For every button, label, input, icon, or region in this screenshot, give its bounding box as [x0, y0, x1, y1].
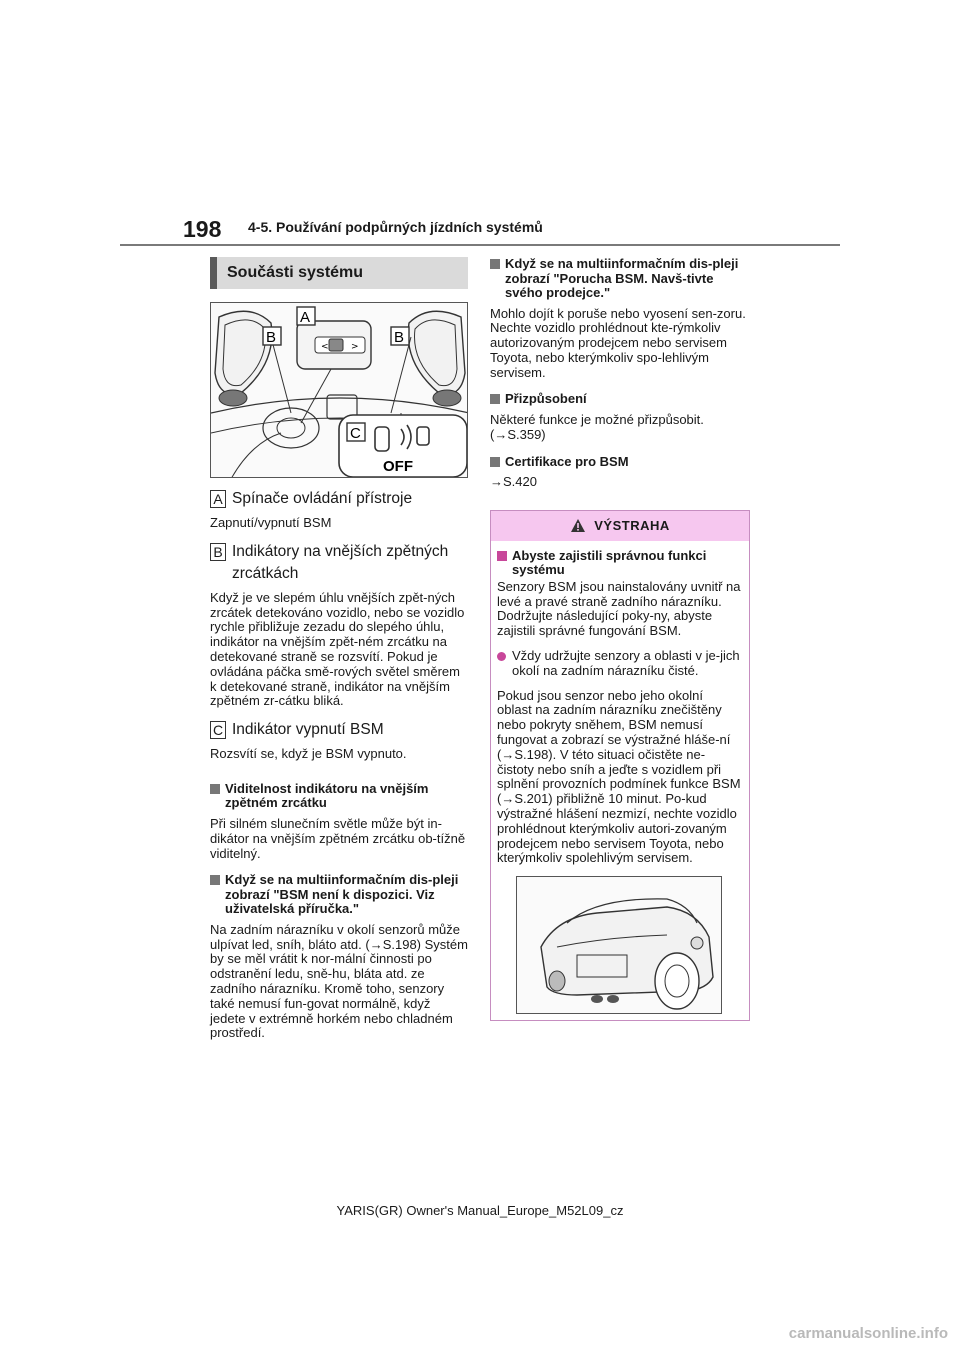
square-bullet-icon — [490, 394, 500, 404]
warning-body — [491, 541, 749, 1020]
square-bullet-icon — [497, 551, 507, 561]
customization-text: Některé funkce je možné přizpůsobit. (→S.359) — [490, 411, 704, 442]
bsm-components-diagram — [210, 302, 468, 478]
footer-manual-id: YARIS(GR) Owner's Manual_Europe_M52L09_cz — [336, 1203, 624, 1218]
callout-a-letter: A — [210, 490, 226, 508]
warning-text-1: Senzory BSM jsou nainstalovány uvnitř na levé a pravé straně zadního nárazníku. Dodržujte následující poky-ny, abyste zajistili správné fungování BSM. — [497, 578, 741, 639]
svg-text:>: > — [351, 342, 359, 352]
certification-heading-text: Certifikace pro BSM — [505, 453, 629, 469]
callout-b-title-line1: Indikátory na vnějších zpětných — [232, 542, 449, 560]
header-rule — [120, 244, 840, 246]
callout-a-title: Spínače ovládání přístroje — [232, 490, 413, 507]
rear-bumper-illustration — [516, 876, 722, 1014]
right-column — [490, 257, 750, 1021]
not-available-heading-text: Když se na multiinformačním dis-pleji zobrazí "BSM není k dispozici. Viz uživatelská příručka." — [225, 872, 459, 917]
dot-bullet-icon — [497, 652, 506, 661]
square-bullet-icon — [490, 457, 500, 467]
certification-heading — [490, 455, 750, 470]
warning-heading — [497, 549, 741, 578]
dashboard-illustration — [211, 303, 468, 478]
warning-bullet — [497, 649, 741, 679]
left-column — [210, 257, 468, 1041]
certification-text: →S.420 — [490, 474, 537, 490]
page-number: 198 — [183, 216, 222, 242]
warning-header — [491, 511, 749, 541]
square-bullet-icon — [210, 875, 220, 885]
diagram-off-label: OFF — [383, 458, 413, 475]
callout-a-text: Zapnutí/vypnutí BSM — [210, 515, 332, 530]
diagram-label-b-right: B — [394, 329, 405, 346]
callout-c-text: Rozsvítí se, když je BSM vypnuto. — [210, 746, 407, 762]
callout-c-title: Indikátor vypnutí BSM — [232, 721, 384, 739]
malfunction-heading-text: Když se na multiinformačním dis-pleji zobrazí "Porucha BSM. Navš-tivte svého prodejce." — [505, 256, 739, 300]
customization-heading-text: Přizpůsobení — [505, 391, 587, 407]
section-title: 4-5. Používání podpůrných jízdních systémů — [248, 219, 543, 235]
system-components-heading: Součásti systému — [210, 257, 468, 289]
warning-text-2: Pokud jsou senzor nebo jeho okolní oblast na zadním nárazníku znečištěny nebo pokryty sněhem, BSM nemusí fungovat a zobrazí se výstražné hláše-ní (→S.198). V této situaci očistěte ne-čistoty nebo sníh a jeďte s vozidlem při splnění provozních podmínek funkce BSM (→S.201) přibližně 10 minut. Po-kud výstražné hlášení nezmizí, nechte vozidlo prohlédnout kterýmkoliv autori-zovaným prodejcem nebo servisem Toyota, nebo kterýmkoliv spolehlivým servisem. — [497, 687, 741, 866]
callout-c-letter: C — [210, 721, 226, 739]
customization-heading — [490, 392, 750, 407]
malfunction-text: Mohlo dojít k poruše nebo vyosení sen-zoru. Nechte vozidlo prohlédnout kte-rýmkoliv autorizovaným prodejcem nebo servisem Toyota, nebo kterýmkoliv spo-lehlivým servisem. — [490, 305, 746, 380]
not-available-text: Na zadním nárazníku v okolí senzorů může ulpívat led, sníh, bláto atd. (→S.198) Systém by se měl vrátit k nor-mální činnosti po odstranění ledu, sně-hu, bláta atd. ze zadního nárazníku. Kromě toho, senzory také nemusí fun-govat normálně, když jedete v extrémně horkém nebo chladném prostředí. — [210, 921, 468, 1041]
warning-heading-text: Abyste zajistili správnou funkci systému — [512, 547, 707, 578]
svg-text:<: < — [321, 342, 329, 352]
square-bullet-icon — [210, 784, 220, 794]
callout-b-title-line2: zrcátkách — [232, 564, 299, 582]
callout-b — [210, 541, 468, 563]
car-rear-icon — [517, 877, 721, 1013]
callout-c — [210, 719, 468, 741]
diagram-label-c: C — [350, 425, 361, 442]
diagram-label-b-left: B — [266, 329, 277, 346]
warning-box — [490, 510, 750, 1021]
diagram-label-a: A — [300, 309, 311, 326]
callout-b-letter: B — [210, 543, 226, 561]
square-bullet-icon — [490, 259, 500, 269]
callout-b-text: Když je ve slepém úhlu vnějších zpět-ných zrcátek detekováno vozidlo, nebo se vozidlo rychle přibližuje zezadu do slepého úhlu, indikátor na vnějším zpět-ném zrcátku na detekované straně se rozsvítí. Pokud je ovládána páčka smě-rových světel směrem k detekované straně, indikátor na vnějším zpětném zr-cátku bliká. — [210, 589, 465, 709]
warning-bullet-text: Vždy udržujte senzory a oblasti v je-jich okolí na zadním nárazníku čisté. — [512, 648, 740, 678]
malfunction-heading — [490, 257, 750, 301]
warning-triangle-icon — [570, 518, 586, 533]
warning-title: VÝSTRAHA — [594, 518, 670, 534]
visibility-text: Při silném slunečním světle může být in-dikátor na vnějším zpětném zrcátku ob-tížně viditelný. — [210, 815, 466, 861]
visibility-heading-text: Viditelnost indikátoru na vnějším zpětném zrcátku — [225, 780, 429, 811]
not-available-heading — [210, 873, 468, 917]
callout-a — [210, 488, 468, 510]
watermark-text: carmanualsonline.info — [788, 1325, 948, 1342]
visibility-heading — [210, 782, 468, 811]
